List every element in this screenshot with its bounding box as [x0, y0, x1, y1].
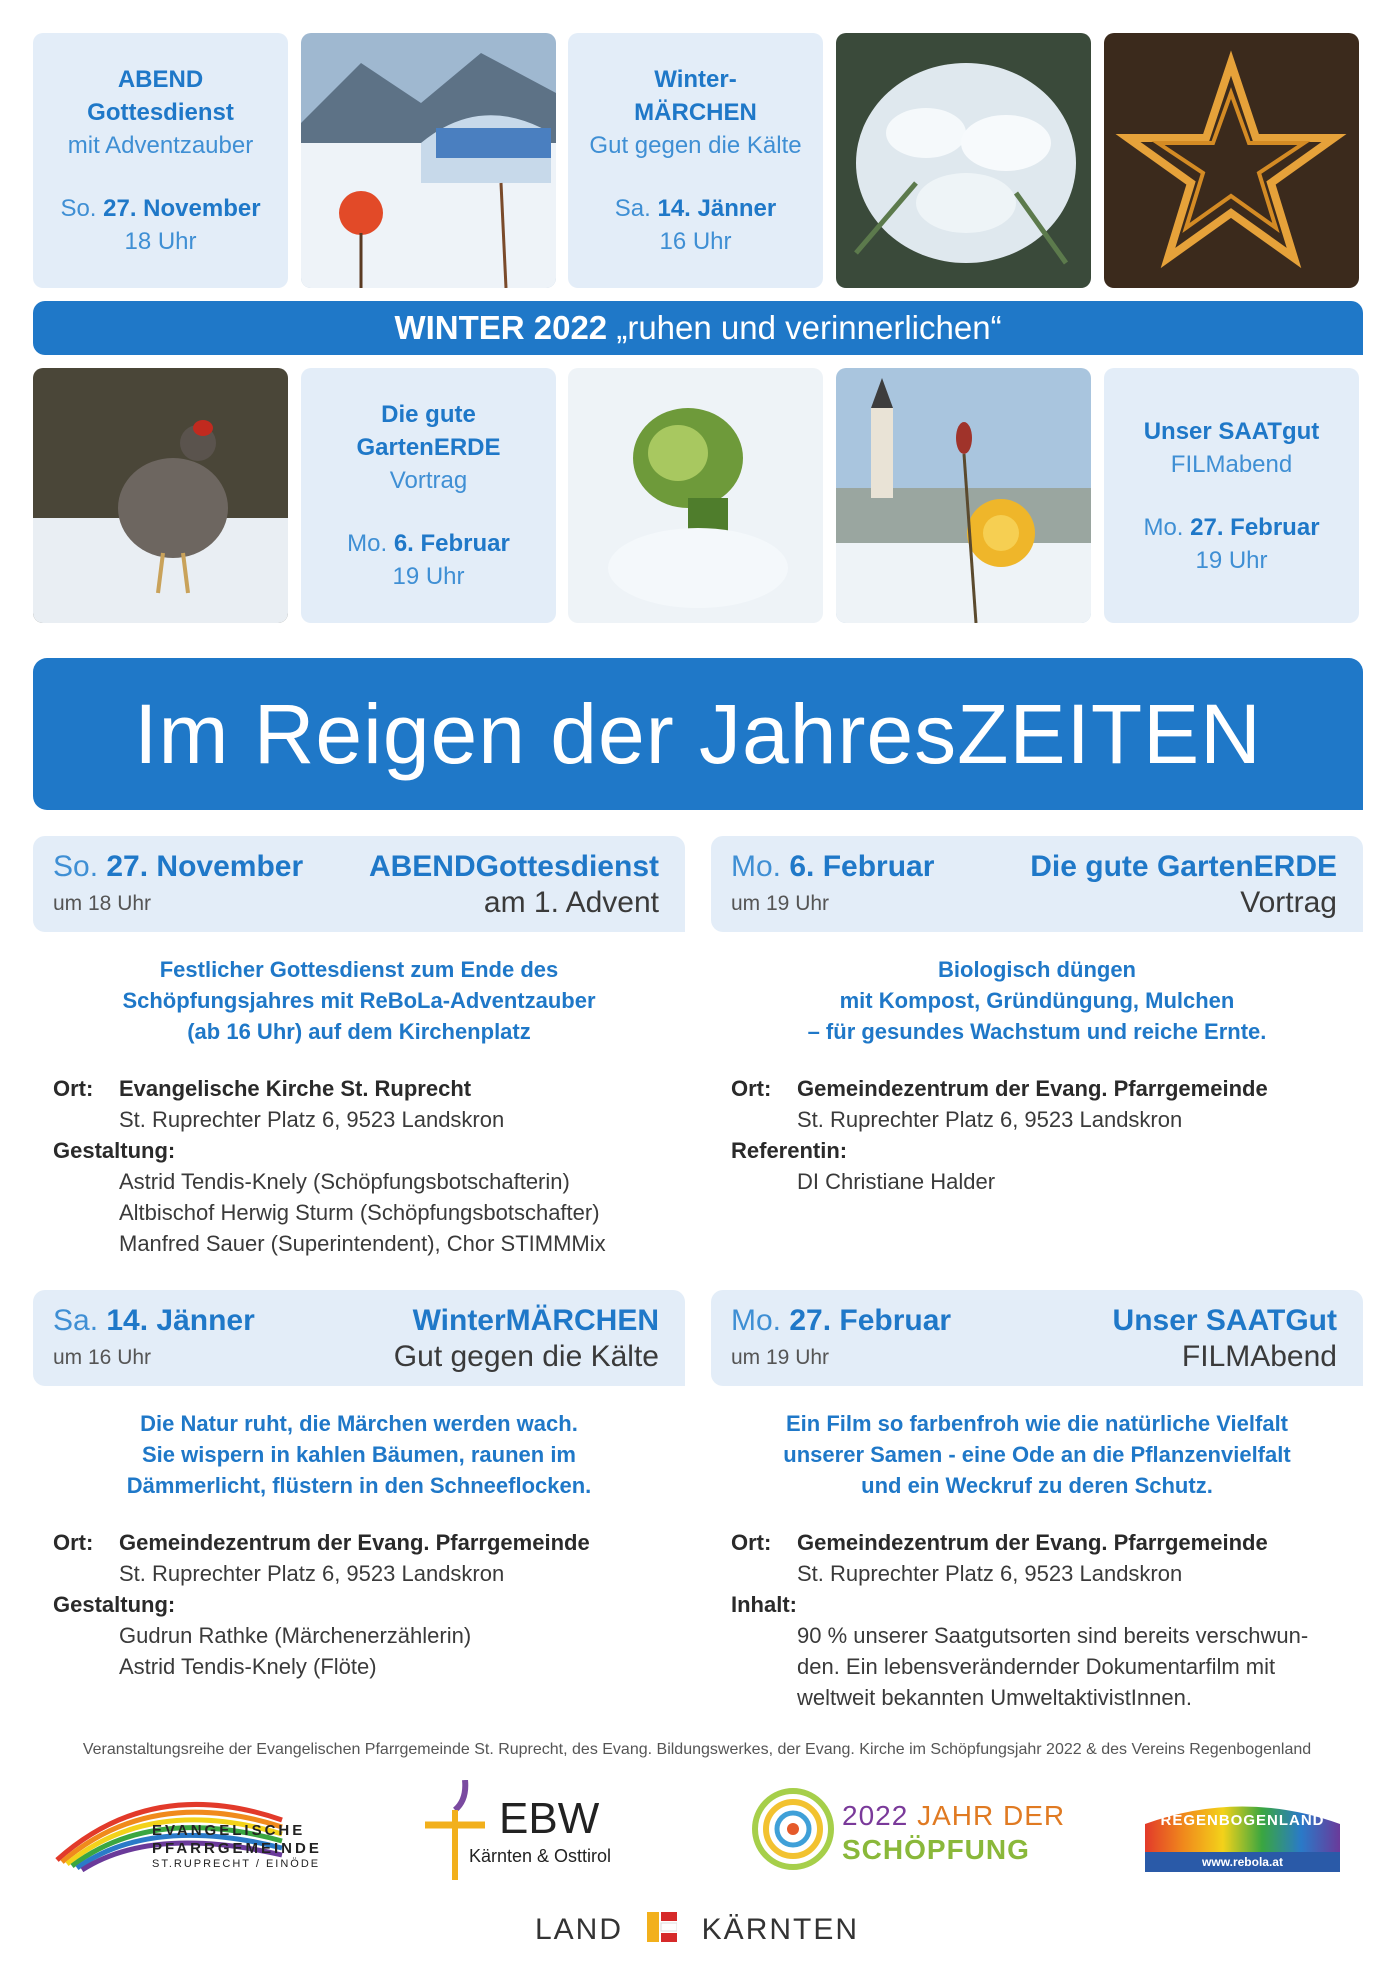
ort-address: St. Ruprechter Platz 6, 9523 Landskron	[119, 1107, 505, 1132]
photo-lettuce-in-snow	[568, 368, 823, 623]
event-subtitle: Gut gegen die Kälte	[393, 1340, 659, 1373]
logo-evang-line2: PFARRGEMEINDE	[152, 1840, 322, 1857]
tile-date: Mo. 6. Februar	[347, 530, 510, 557]
tile-date: Sa. 14. Jänner	[614, 195, 777, 222]
carinthia-flag-icon	[647, 1912, 677, 1950]
tile-title: Winter-	[654, 66, 737, 93]
logo-regenbogenland-url: www.rebola.at	[1145, 1852, 1340, 1872]
extra-line: DI Christiane Halder	[797, 1169, 996, 1194]
logo-jahr-der-schoepfung	[750, 1780, 1070, 1880]
logo-regenbogenland-text: REGENBOGENLAND	[1160, 1812, 1325, 1829]
tile-abendgottesdienst	[33, 33, 288, 288]
extra-line: Gudrun Rathke (Märchenerzählerin)	[119, 1623, 472, 1648]
ort-name: Gemeindezentrum der Evang. Pfarrgemeinde	[797, 1076, 1268, 1101]
tile-title: Die gute	[381, 401, 476, 428]
logo-strip	[0, 1780, 1394, 1880]
land-kaernten-logo	[0, 1912, 1394, 1950]
tile-title: ABEND	[117, 66, 204, 93]
event-wintermaerchen	[33, 1290, 685, 1682]
photo-snowy-garden	[301, 33, 556, 288]
event-subtitle: Vortrag	[1240, 886, 1337, 919]
land-right: KÄRNTEN	[701, 1912, 860, 1946]
extra-line: Astrid Tendis-Knely (Flöte)	[119, 1654, 377, 1679]
tile-subtitle: mit Adventzauber	[67, 132, 254, 159]
event-description: Die Natur ruht, die Märchen werden wach. Sie wispern in kahlen Bäumen, raunen im Dämmerlicht, flüstern in den Schneeflocken.	[126, 1411, 592, 1498]
tile-subtitle: FILMabend	[1170, 450, 1293, 478]
ort-address: St. Ruprechter Platz 6, 9523 Landskron	[797, 1561, 1183, 1586]
tile-date: Mo. 27. Februar	[1143, 513, 1320, 541]
extra-label: Gestaltung:	[53, 1138, 176, 1163]
main-title: Im Reigen der JahresZEITEN	[33, 658, 1363, 810]
event-header	[711, 1290, 1363, 1386]
tile-time: 19 Uhr	[1195, 546, 1268, 574]
logo-evang-line3: ST.RUPRECHT / EINÖDE	[152, 1858, 321, 1870]
tile-title: MÄRCHEN	[634, 99, 757, 126]
event-gartenerde	[711, 836, 1363, 1197]
event-date: So. 27. November	[53, 850, 304, 883]
photo-chicken-in-snow	[33, 368, 288, 623]
logo-evang-pfarrgemeinde	[52, 1780, 342, 1880]
ort-label: Ort:	[731, 1076, 772, 1101]
event-date: Sa. 14. Jänner	[53, 1304, 255, 1337]
ort-label: Ort:	[53, 1530, 94, 1555]
tile-subtitle: Vortrag	[389, 467, 468, 494]
logo-ebw-subtitle: Kärnten & Osttirol	[469, 1846, 612, 1866]
event-saatgut	[711, 1290, 1363, 1713]
event-description: Festlicher Gottesdienst zum Ende des Schöpfungsjahres mit ReBoLa-Adventzauber (ab 16 Uhr) auf dem Kirchenplatz	[122, 957, 596, 1044]
event-title: Die gute GartenERDE	[1030, 850, 1337, 883]
tile-title: Gottesdienst	[87, 99, 234, 126]
tile-date: So. 27. November	[60, 195, 261, 222]
event-title: WinterMÄRCHEN	[412, 1304, 659, 1337]
winter-banner: WINTER 2022 „ruhen und verinnerlichen“	[33, 301, 1363, 355]
extra-line: Altbischof Herwig Sturm (Schöpfungsbotschafter)	[119, 1200, 600, 1225]
event-time: um 18 Uhr	[53, 892, 152, 915]
tile-gartenerde	[301, 368, 556, 623]
extra-line: 90 % unserer Saatgutsorten sind bereits verschwun-	[797, 1623, 1309, 1648]
event-abendgottesdienst	[33, 836, 685, 1259]
photo-straw-star	[1104, 33, 1359, 288]
ort-label: Ort:	[731, 1530, 772, 1555]
extra-label: Referentin:	[731, 1138, 848, 1163]
event-header	[33, 836, 685, 932]
ort-address: St. Ruprechter Platz 6, 9523 Landskron	[119, 1561, 505, 1586]
event-time: um 19 Uhr	[731, 892, 830, 915]
extra-line: weltweit bekannten UmweltaktivistInnen.	[797, 1685, 1192, 1710]
tile-time: 16 Uhr	[659, 228, 732, 255]
event-description: Ein Film so farbenfroh wie die natürliche Vielfalt unserer Samen - eine Ode an die Pflanzenvielfalt und ein Weckruf zu deren Schutz.	[783, 1411, 1291, 1498]
ort-label: Ort:	[53, 1076, 94, 1101]
event-header	[711, 836, 1363, 932]
logo-jahr-line2: SCHÖPFUNG	[842, 1834, 1030, 1865]
event-subtitle: am 1. Advent	[483, 886, 659, 919]
extra-label: Inhalt:	[731, 1592, 797, 1617]
event-info	[711, 1073, 1363, 1197]
logo-regenbogenland	[1145, 1794, 1340, 1874]
extra-line: Manfred Sauer (Superintendent), Chor STIMMMix	[119, 1231, 606, 1256]
event-header	[33, 1290, 685, 1386]
ort-name: Gemeindezentrum der Evang. Pfarrgemeinde	[119, 1530, 590, 1555]
tile-wintermaerchen	[568, 33, 823, 288]
event-info	[33, 1073, 685, 1259]
event-date: Mo. 27. Februar	[731, 1304, 952, 1337]
event-info	[33, 1527, 685, 1682]
spiral-icon	[750, 1786, 836, 1872]
tile-title: GartenERDE	[356, 434, 501, 461]
logo-jahr-line1: 2022 JAHR DER	[842, 1800, 1066, 1831]
photo-frozen-plant	[836, 33, 1091, 288]
ort-name: Gemeindezentrum der Evang. Pfarrgemeinde	[797, 1530, 1268, 1555]
tile-time: 19 Uhr	[392, 563, 465, 590]
ort-address: St. Ruprechter Platz 6, 9523 Landskron	[797, 1107, 1183, 1132]
event-subtitle: FILMAbend	[1181, 1340, 1337, 1373]
footer-note: Veranstaltungsreihe der Evangelischen Pfarrgemeinde St. Ruprecht, des Evang. Bildungswerkes, der Evang. Kirche im Schöpfungsjahr 2022 & des Vereins Regenbogenland	[82, 1741, 1312, 1758]
extra-line: den. Ein lebensverändernder Dokumentarfilm mit	[797, 1654, 1276, 1679]
event-time: um 16 Uhr	[53, 1346, 152, 1369]
land-left: LAND	[534, 1912, 623, 1946]
event-description: Biologisch düngen mit Kompost, Gründüngung, Mulchen – für gesundes Wachstum und reiche Ernte.	[807, 957, 1267, 1044]
logo-ebw	[425, 1780, 655, 1880]
logo-ebw-title: EBW	[499, 1794, 600, 1843]
logo-evang-line1: EVANGELISCHE	[152, 1822, 306, 1839]
event-date: Mo. 6. Februar	[731, 850, 935, 883]
tile-saatgut	[1104, 368, 1359, 623]
extra-label: Gestaltung:	[53, 1592, 176, 1617]
ort-name: Evangelische Kirche St. Ruprecht	[119, 1076, 472, 1101]
event-time: um 19 Uhr	[731, 1346, 830, 1369]
event-title: Unser SAATGut	[1112, 1304, 1337, 1337]
extra-line: Astrid Tendis-Knely (Schöpfungsbotschafterin)	[119, 1169, 570, 1194]
tile-title: Unser SAATgut	[1143, 417, 1320, 445]
event-title: ABENDGottesdienst	[368, 850, 659, 883]
photo-church-and-rose	[836, 368, 1091, 623]
tile-time: 18 Uhr	[124, 228, 197, 255]
event-info	[711, 1527, 1363, 1713]
tile-subtitle: Gut gegen die Kälte	[589, 132, 802, 159]
